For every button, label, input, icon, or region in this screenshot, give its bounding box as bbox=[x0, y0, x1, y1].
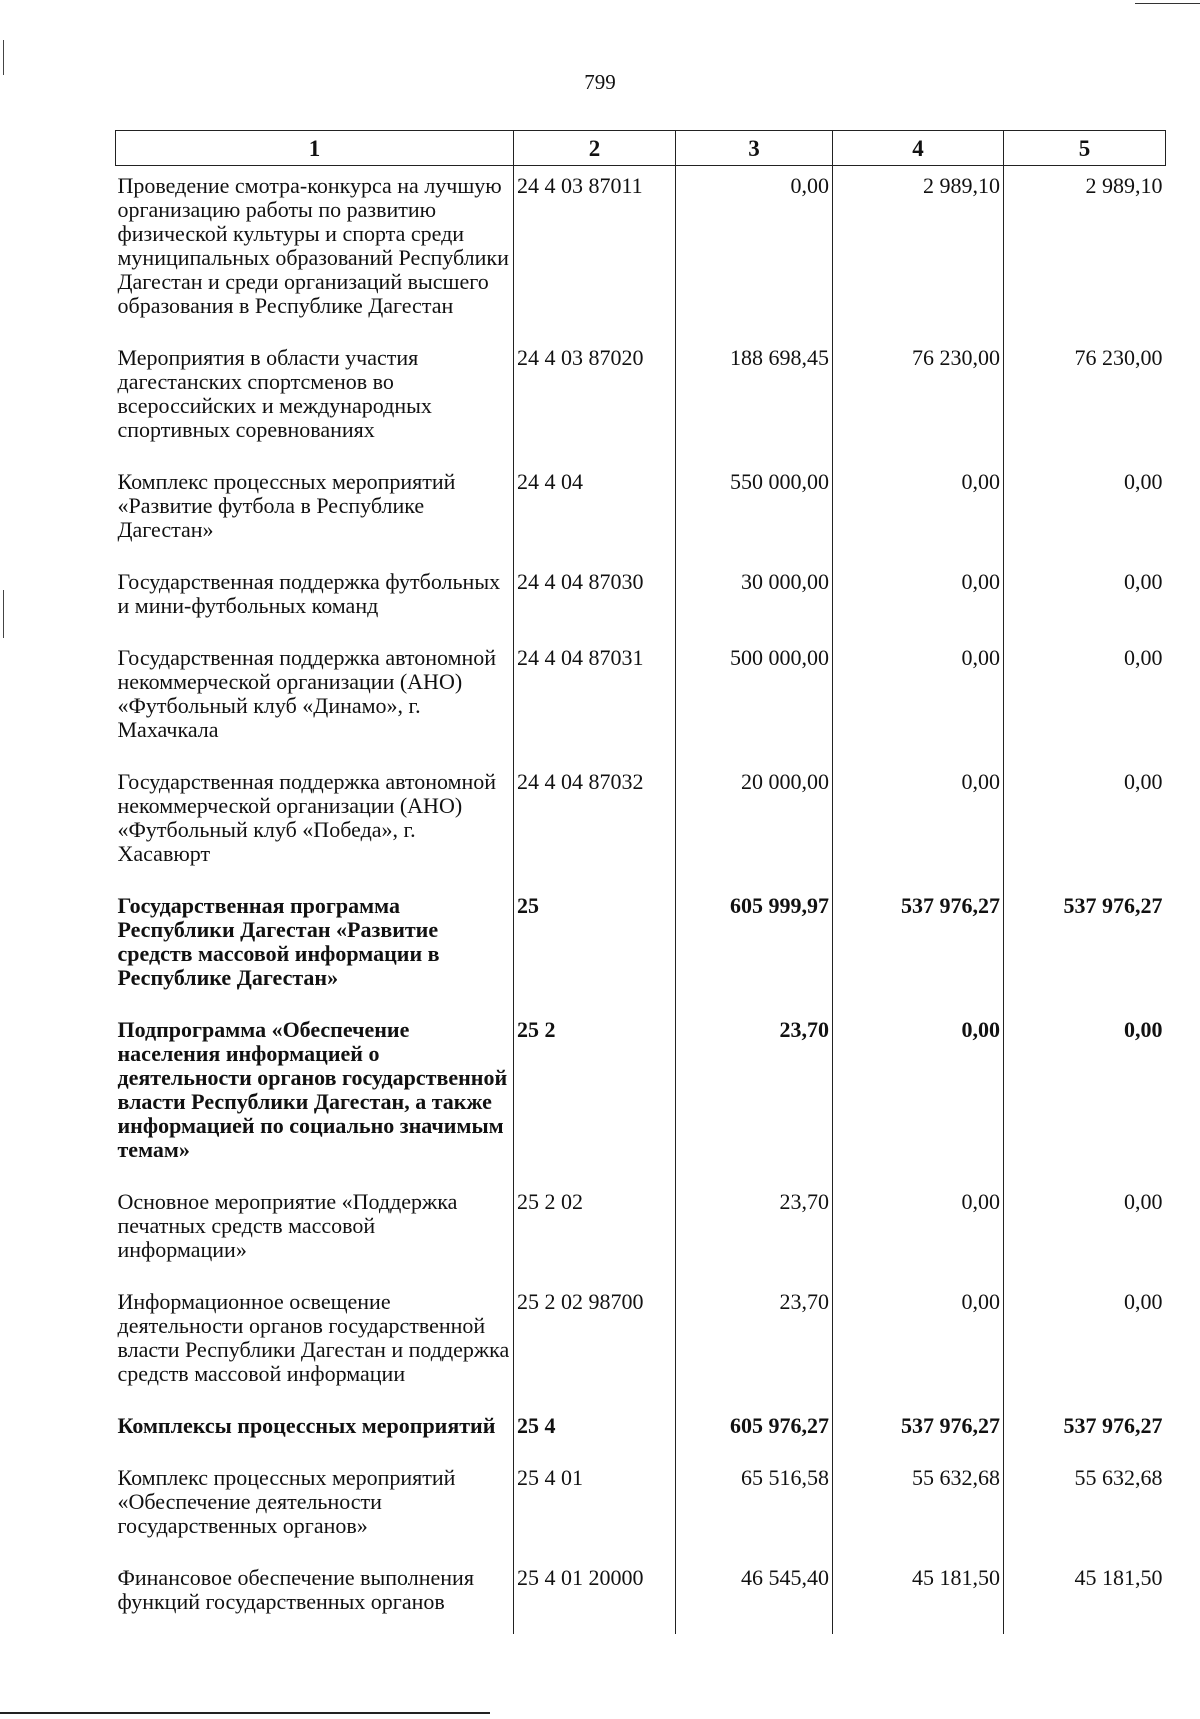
bottom-rule-left bbox=[0, 1712, 490, 1714]
row-name: Комплексы процессных мероприятий bbox=[117, 1413, 496, 1438]
row-code: 24 4 04 87031 bbox=[514, 638, 676, 762]
row-code: 25 bbox=[514, 886, 676, 1010]
row-value-col5: 0,00 bbox=[1004, 638, 1166, 762]
row-value-col3: 605 976,27 bbox=[676, 1406, 833, 1458]
budget-table bbox=[115, 130, 1166, 1634]
table-row bbox=[116, 166, 1166, 339]
row-value-col5: 45 181,50 bbox=[1004, 1558, 1166, 1634]
row-value-col3: 500 000,00 bbox=[676, 638, 833, 762]
row-name: Информационное освещение деятельности органов государственной власти Республики Дагестан и поддержка средств массовой информации bbox=[117, 1289, 510, 1386]
table-row bbox=[116, 1182, 1166, 1282]
column-header-5: 5 bbox=[1004, 131, 1166, 166]
margin-mark bbox=[3, 590, 4, 638]
row-code: 25 2 02 bbox=[514, 1182, 676, 1282]
table-row bbox=[116, 338, 1166, 462]
row-value-col5: 0,00 bbox=[1004, 462, 1166, 562]
row-name: Подпрограмма «Обеспечение населения информацией о деятельности органов государственной власти Республики Дагестан, а также информацией по социально значимым темам» bbox=[117, 1017, 508, 1162]
row-name: Мероприятия в области участия дагестанских спортсменов во всероссийских и международных спортивных соревнованиях bbox=[117, 345, 432, 442]
row-value-col5: 55 632,68 bbox=[1004, 1458, 1166, 1558]
row-value-col4: 76 230,00 bbox=[833, 338, 1004, 462]
row-value-col4: 0,00 bbox=[833, 638, 1004, 762]
table-row bbox=[116, 1010, 1166, 1182]
column-header-3: 3 bbox=[676, 131, 833, 166]
row-code: 24 4 04 87030 bbox=[514, 562, 676, 638]
table-header bbox=[116, 131, 1166, 166]
row-value-col4: 537 976,27 bbox=[833, 886, 1004, 1010]
row-name: Комплекс процессных мероприятий «Обеспечение деятельности государственных органов» bbox=[117, 1465, 456, 1538]
row-code: 25 4 01 bbox=[514, 1458, 676, 1558]
row-value-col3: 23,70 bbox=[676, 1182, 833, 1282]
row-value-col4: 2 989,10 bbox=[833, 166, 1004, 339]
row-code: 25 2 bbox=[514, 1010, 676, 1182]
row-value-col5: 2 989,10 bbox=[1004, 166, 1166, 339]
row-value-col5: 537 976,27 bbox=[1004, 886, 1166, 1010]
table-row bbox=[116, 1558, 1166, 1634]
row-code: 25 4 01 20000 bbox=[514, 1558, 676, 1634]
row-value-col5: 0,00 bbox=[1004, 762, 1166, 886]
table-row bbox=[116, 562, 1166, 638]
row-name: Государственная поддержка футбольных и мини-футбольных команд bbox=[117, 569, 501, 618]
row-code: 25 2 02 98700 bbox=[514, 1282, 676, 1406]
row-value-col5: 76 230,00 bbox=[1004, 338, 1166, 462]
header-row bbox=[116, 131, 1166, 166]
row-value-col4: 45 181,50 bbox=[833, 1558, 1004, 1634]
row-value-col3: 20 000,00 bbox=[676, 762, 833, 886]
row-value-col3: 188 698,45 bbox=[676, 338, 833, 462]
row-value-col4: 0,00 bbox=[833, 1182, 1004, 1282]
row-value-col3: 30 000,00 bbox=[676, 562, 833, 638]
table-row bbox=[116, 1282, 1166, 1406]
table-row bbox=[116, 762, 1166, 886]
row-value-col3: 46 545,40 bbox=[676, 1558, 833, 1634]
row-value-col3: 550 000,00 bbox=[676, 462, 833, 562]
column-header-4: 4 bbox=[833, 131, 1004, 166]
row-value-col3: 23,70 bbox=[676, 1282, 833, 1406]
row-value-col5: 0,00 bbox=[1004, 562, 1166, 638]
row-value-col3: 605 999,97 bbox=[676, 886, 833, 1010]
row-value-col3: 65 516,58 bbox=[676, 1458, 833, 1558]
table-row bbox=[116, 638, 1166, 762]
row-value-col5: 537 976,27 bbox=[1004, 1406, 1166, 1458]
row-value-col4: 537 976,27 bbox=[833, 1406, 1004, 1458]
row-value-col5: 0,00 bbox=[1004, 1182, 1166, 1282]
page-number: 799 bbox=[584, 70, 616, 94]
row-code: 25 4 bbox=[514, 1406, 676, 1458]
row-value-col4: 0,00 bbox=[833, 1282, 1004, 1406]
row-value-col4: 0,00 bbox=[833, 562, 1004, 638]
row-value-col5: 0,00 bbox=[1004, 1282, 1166, 1406]
row-value-col3: 23,70 bbox=[676, 1010, 833, 1182]
table-body bbox=[116, 166, 1166, 1635]
row-name: Финансовое обеспечение выполнения функций государственных органов bbox=[117, 1565, 474, 1614]
row-code: 24 4 04 bbox=[514, 462, 676, 562]
row-name: Основное мероприятие «Поддержка печатных средств массовой информации» bbox=[117, 1189, 458, 1262]
row-value-col4: 0,00 bbox=[833, 762, 1004, 886]
row-code: 24 4 03 87011 bbox=[514, 166, 676, 339]
table-row bbox=[116, 1458, 1166, 1558]
column-header-2: 2 bbox=[514, 131, 676, 166]
column-header-1: 1 bbox=[116, 131, 514, 166]
row-name: Государственная поддержка автономной некоммерческой организации (АНО) «Футбольный клуб «Победа», г. Хасавюрт bbox=[117, 769, 497, 866]
row-value-col4: 0,00 bbox=[833, 1010, 1004, 1182]
table-row bbox=[116, 1406, 1166, 1458]
top-edge-rule bbox=[1135, 3, 1200, 4]
row-name: Комплекс процессных мероприятий «Развитие футбола в Республике Дагестан» bbox=[117, 469, 456, 542]
row-name: Государственная программа Республики Дагестан «Развитие средств массовой информации в Республике Дагестан» bbox=[117, 893, 440, 990]
row-code: 24 4 03 87020 bbox=[514, 338, 676, 462]
row-value-col5: 0,00 bbox=[1004, 1010, 1166, 1182]
table-row bbox=[116, 886, 1166, 1010]
row-name: Проведение смотра-конкурса на лучшую организацию работы по развитию физической культуры и спорта среди муниципальных образований Республики Дагестан и среди организаций высшего образования в Республике Дагестан bbox=[117, 173, 509, 318]
table-row bbox=[116, 462, 1166, 562]
row-name: Государственная поддержка автономной некоммерческой организации (АНО) «Футбольный клуб «Динамо», г. Махачкала bbox=[117, 645, 497, 742]
row-value-col3: 0,00 bbox=[676, 166, 833, 339]
row-value-col4: 55 632,68 bbox=[833, 1458, 1004, 1558]
row-code: 24 4 04 87032 bbox=[514, 762, 676, 886]
row-value-col4: 0,00 bbox=[833, 462, 1004, 562]
